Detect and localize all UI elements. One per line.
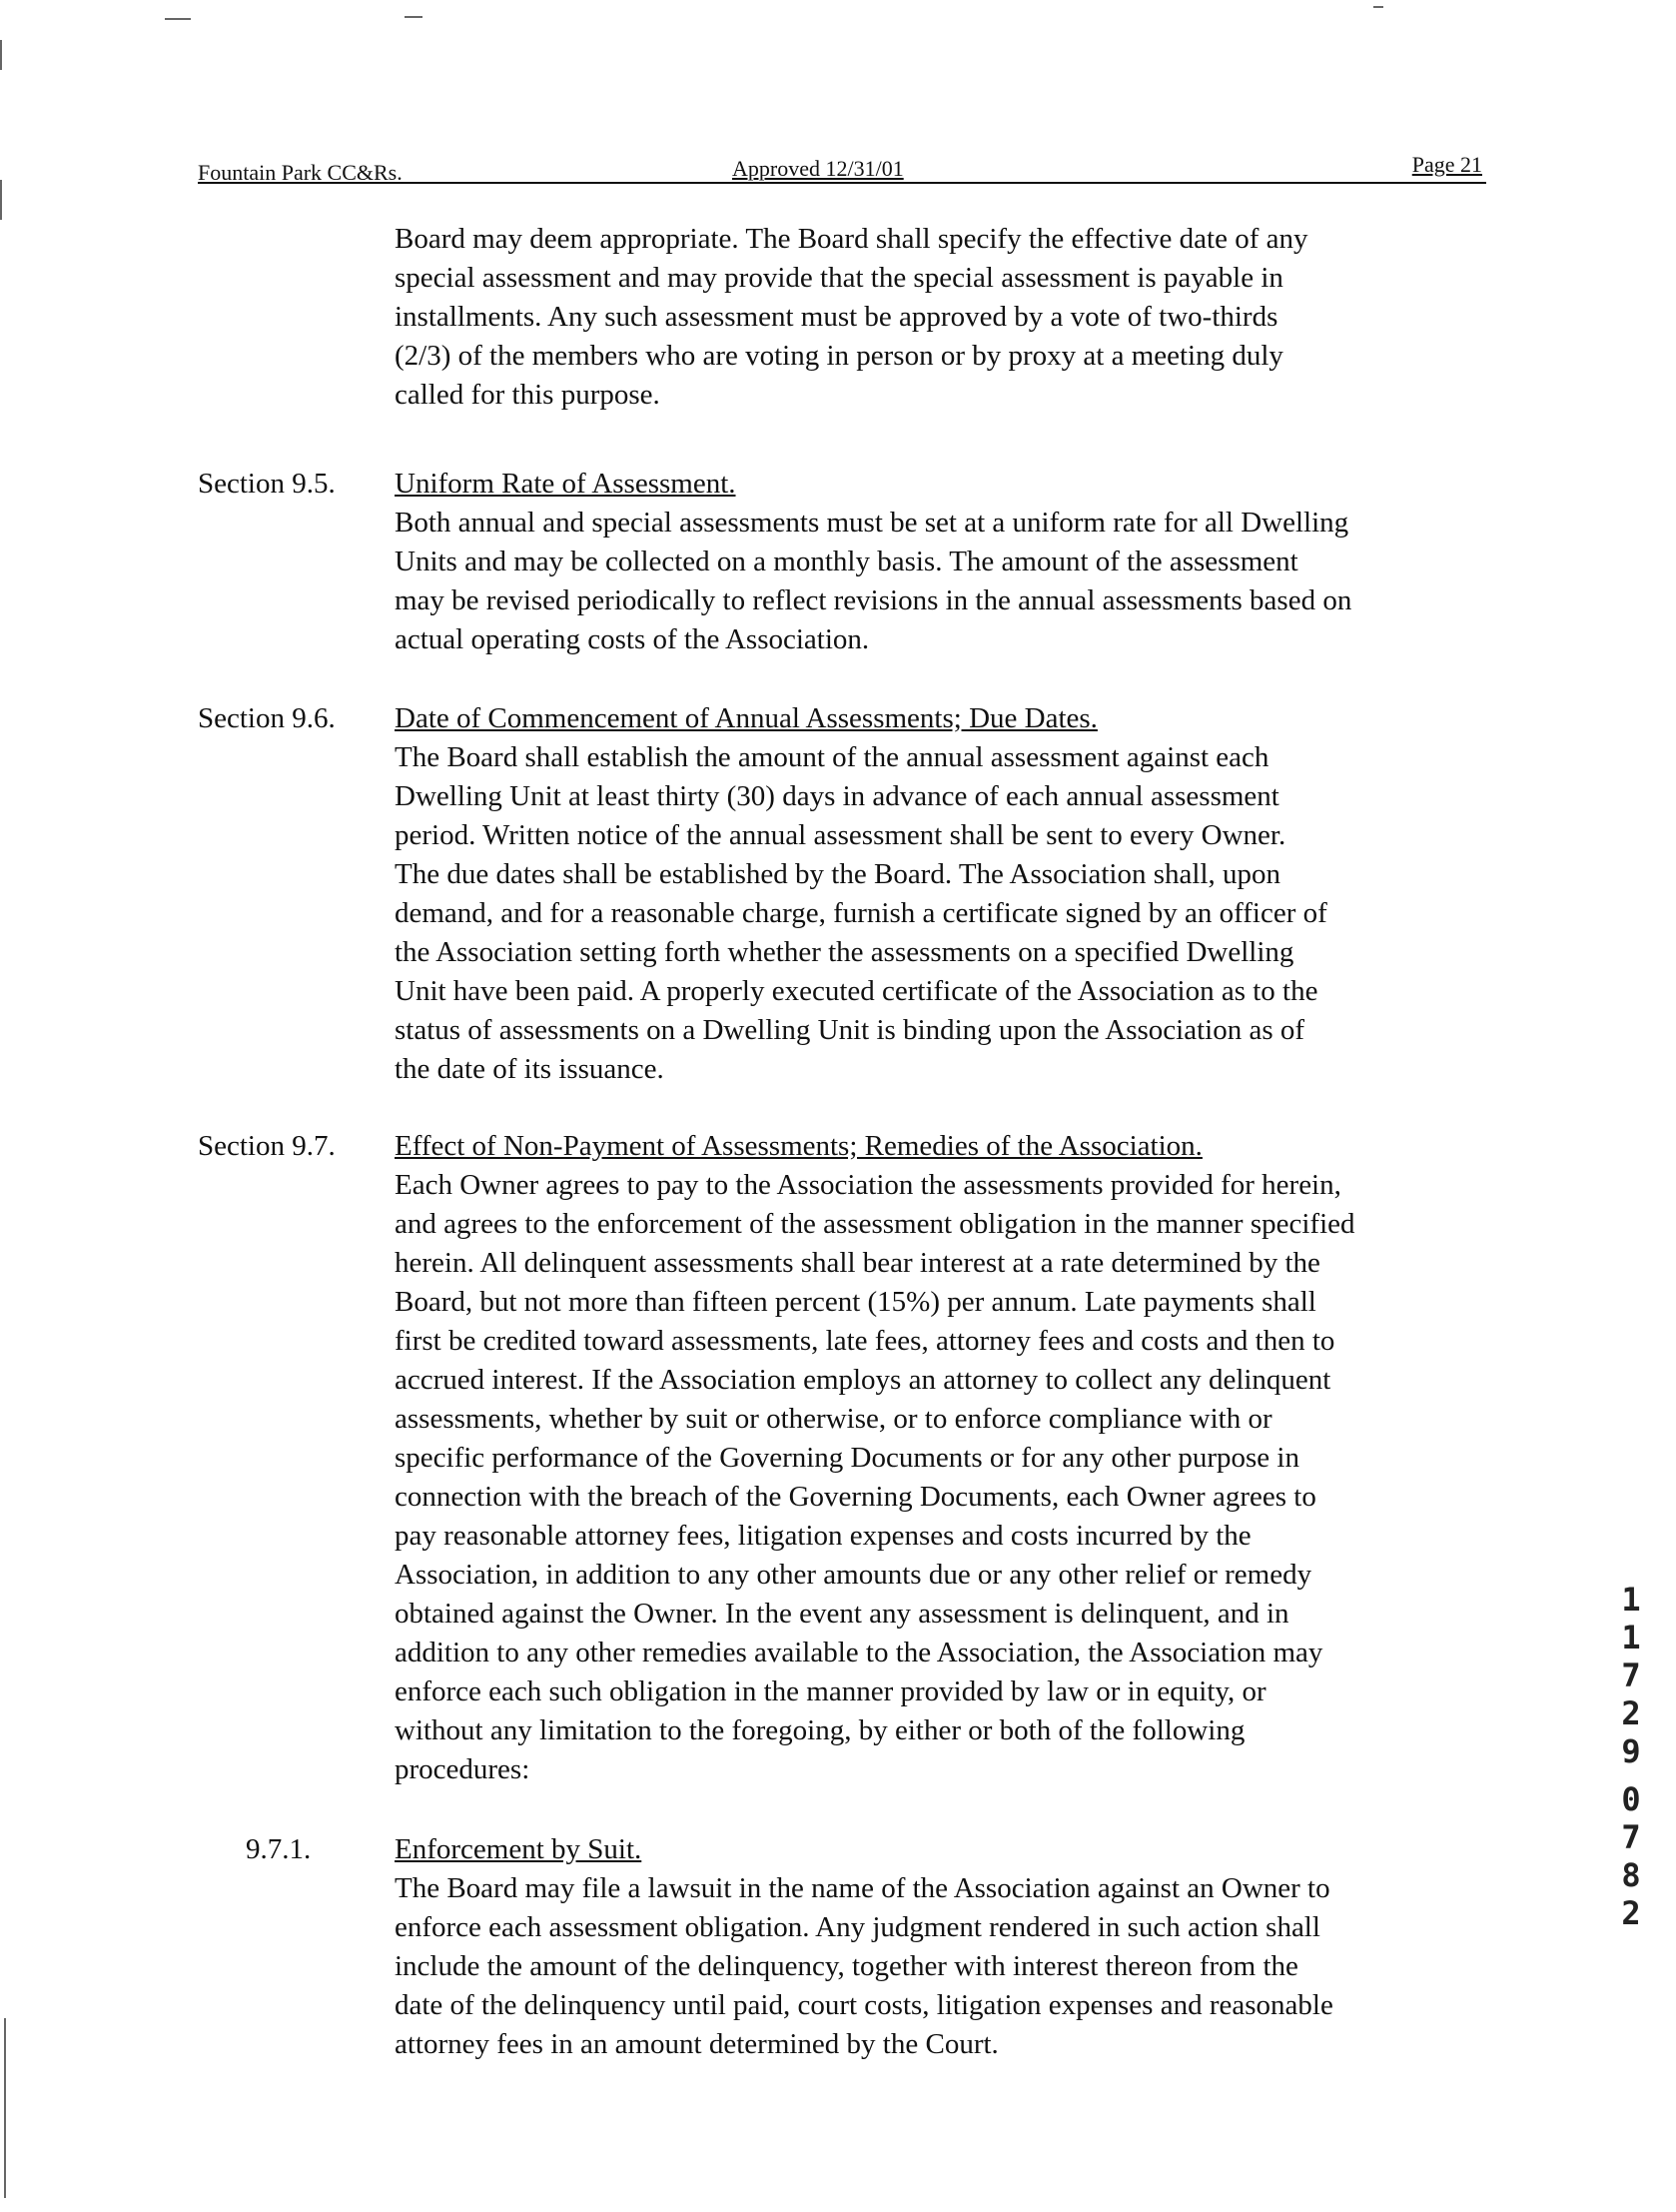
continuation-text: Board may deem appropriate. The Board shall specify the effective date of any special assessment and may provide that the special assessment is payable in installments. Any such assessment must be approved by a vote of two-thirds (2/3) of the members who are voting in person or by proxy at a meeting duly called for this purpose. xyxy=(395,223,1308,411)
recording-stamp-digit: 7 xyxy=(1621,1818,1641,1856)
recording-stamp-digit: 7 xyxy=(1621,1657,1641,1694)
page-header xyxy=(198,150,1486,190)
recording-stamp-digit: 2 xyxy=(1621,1894,1641,1932)
recording-stamp-digit: 1 xyxy=(1621,1619,1641,1657)
section-9-7-title: Effect of Non-Payment of Assessments; Remedies of the Association. xyxy=(395,1130,1203,1162)
section-9-5 xyxy=(395,465,1498,659)
subsection-9-7-1-text: The Board may file a lawsuit in the name of the Association against an Owner to enforce each assessment obligation. Any judgment rendered in such action shall include the amount of the delinquency, together with interest thereon from the date of the delinquency until paid, court costs, litigation expenses and reasonable attorney fees in an amount determined by the Court. xyxy=(395,1872,1333,2060)
section-9-5-label: Section 9.5. xyxy=(198,468,336,500)
subsection-9-7-1-label: 9.7.1. xyxy=(246,1833,312,1865)
section-9-5-text: Both annual and special assessments must be set at a uniform rate for all Dwelling Units and may be collected on a monthly basis. The amount of the assessment may be revised periodically to reflect revisions in the annual assessments based on actual operating costs of the Association. xyxy=(395,507,1352,655)
scan-mark xyxy=(0,180,2,220)
section-9-6-text: The Board shall establish the amount of the annual assessment against each Dwelling Unit at least thirty (30) days in advance of each annual assessment period. Written notice of the annual assessment shall be sent to every Owner. The due dates shall be established by the Board. The Association shall, upon demand, and for a reasonable charge, furnish a certificate signed by an officer of the Association setting forth whether the assessments on a specified Dwelling Unit have been paid. A properly executed certificate of the Association as to the status of assessments on a Dwelling Unit is binding upon the Association as of the date of its issuance. xyxy=(395,741,1327,1085)
recording-stamp-digit: 2 xyxy=(1621,1694,1641,1732)
section-9-7-text: Each Owner agrees to pay to the Association the assessments provided for herein, and agrees to the enforcement of the assessment obligation in the manner specified herein. All delinquent assessments shall bear interest at a rate determined by the Board, but not more than fifteen percent (15%) per annum. Late payments shall first be credited toward assessments, late fees, attorney fees and costs and then to accrued interest. If the Association employs an attorney to collect any delinquent assessments, whether by suit or otherwise, or to enforce compliance with or specific performance of the Governing Documents or for any other purpose in connection with the breach of the Governing Documents, each Owner agrees to pay reasonable attorney fees, litigation expenses and costs incurred by the Association, in addition to any other amounts due or any other relief or remedy obtained against the Owner. In the event any assessment is delinquent, and in addition to any other remedies available to the Association, the Association may enforce each such obligation in the manner provided by law or in equity, or without any limitation to the foregoing, by either or both of the following procedures: xyxy=(395,1169,1355,1785)
section-9-7-label: Section 9.7. xyxy=(198,1130,336,1162)
subsection-9-7-1-title: Enforcement by Suit. xyxy=(395,1833,642,1865)
scan-mark xyxy=(1373,6,1383,8)
scan-mark xyxy=(405,16,422,18)
section-9-6 xyxy=(395,699,1498,1089)
header-page-number: Page 21 xyxy=(1411,152,1482,177)
header-doc-title: Fountain Park CC&Rs. xyxy=(198,160,403,185)
recording-stamp-digit: 1 xyxy=(1621,1581,1641,1619)
subsection-9-7-1 xyxy=(395,1830,1498,2064)
recording-stamp-digit: 9 xyxy=(1621,1732,1641,1770)
scan-mark xyxy=(0,40,2,70)
section-9-5-title: Uniform Rate of Assessment. xyxy=(395,468,736,500)
continuation-paragraph xyxy=(395,220,1498,415)
recording-stamp-digit: 0 xyxy=(1621,1780,1641,1818)
recording-stamp-digit: 8 xyxy=(1621,1856,1641,1894)
section-9-6-label: Section 9.6. xyxy=(198,702,336,734)
scan-mark xyxy=(4,2018,6,2198)
section-9-7 xyxy=(395,1127,1498,1789)
scan-mark xyxy=(165,18,191,20)
header-approved-date: Approved 12/31/01 xyxy=(732,156,904,181)
section-9-6-title: Date of Commencement of Annual Assessments; Due Dates. xyxy=(395,702,1098,734)
